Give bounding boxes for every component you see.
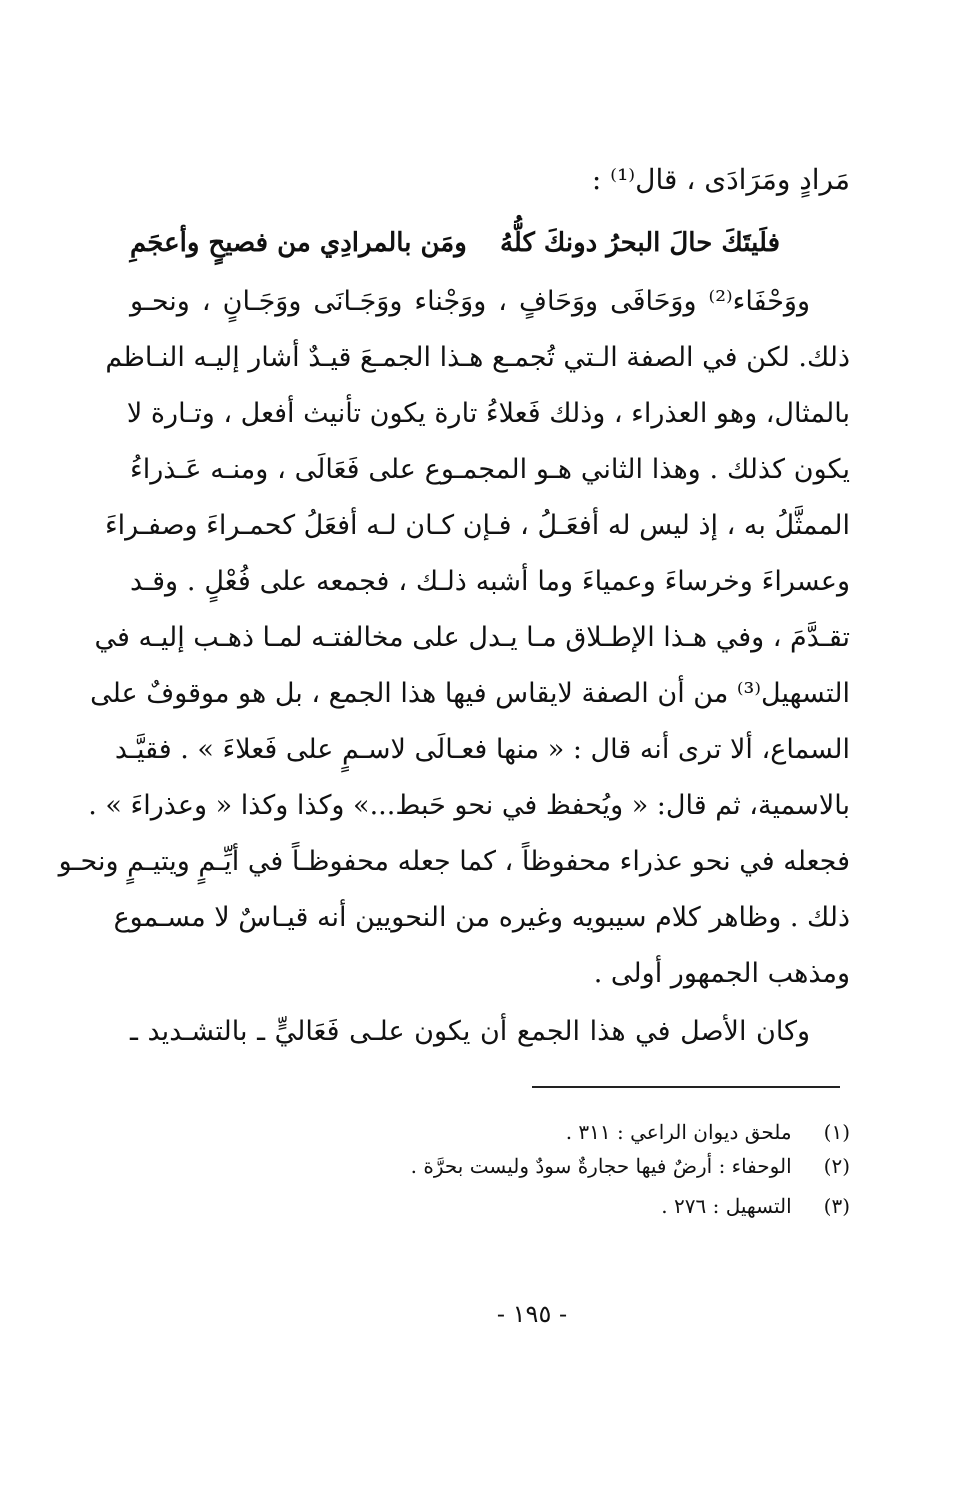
body-line: ومذهب الجمهور أولى . — [593, 958, 850, 989]
verse-second-hemistich: ومَن بالمرادِي من فصيحٍ وأعجَمِ — [130, 228, 467, 258]
footnote-number: (٣) — [823, 1194, 850, 1218]
footnote-number: (٢) — [823, 1154, 850, 1178]
body-line: بالمثال، وهو العذراء ، وذلك فَعلاءُ تارة يكون تأنيث أفعل ، وتـارة لا — [126, 398, 850, 429]
footnote-number: (١) — [823, 1120, 850, 1144]
poetry-verse — [130, 228, 850, 268]
footnote-separator — [532, 1086, 840, 1088]
footnote-text: ملحق ديوان الراعي : ٣١١ . — [565, 1120, 792, 1144]
body-line: بالاسمية، ثم قال: « ويُحفظ في نحو حَبط...» وكذا وكذا « وعذراءَ » . — [88, 790, 850, 821]
body-line: وعسراءَ وخرساءَ وعمياءَ وما أشبه ذلـك ، فجمعه على فُعْلٍ . وقـد — [130, 566, 850, 597]
body-line: الممثَّلُ به ، إذ ليس له أفعَـلُ ، فـإن كـان لـه أفعَلُ كحمـراءَ وصفـراءَ — [104, 510, 850, 541]
body-line: ووَحْفَاء⁽²⁾ ووَحَافَى ووَحَافٍ ، ووَجْناء ووَجَـانَى ووَجَـانٍ ، ونحـو — [130, 286, 810, 317]
body-line: السماع، ألا ترى أنه قال : « منها فعـالَى لاسـمٍ على فَعلاءَ » . فقيَّـد — [114, 734, 850, 765]
footnote — [130, 1192, 850, 1220]
page-number: - ١٩٥ - — [496, 1300, 568, 1328]
footnote — [130, 1118, 850, 1146]
body-line: التسهيل⁽³⁾ من أن الصفة لايقاس فيها هذا الجمع ، بل هو موقوفٌ على — [90, 678, 850, 709]
footnote — [130, 1152, 850, 1180]
verse-first-hemistich: فلَيتَكَ حالَ البحرُ دونكَ كلُّهُ — [499, 228, 780, 258]
footnote-text: التسهيل : ٢٧٦ . — [661, 1194, 792, 1218]
body-line: ذلك . وظاهر كلام سيبويه وغيره من النحويين أنه قيـاسٌ لا مسـموع — [113, 902, 850, 933]
footnote-text: الوحفاء : أرضٌ فيها حجارةٌ سودٌ وليست بحرَّة . — [410, 1154, 792, 1178]
body-line: يكون كذلك . وهذا الثاني هـو المجمـوع على فَعَالَى ، ومنـه عَـذراءُ — [130, 454, 850, 485]
body-line: ذلك. لكن في الصفة الـتي تُجمـع هـذا الجمـعَ قيـدٌ أشار إليـه النـاظم — [105, 342, 850, 373]
body-line: تقـدَّمَ ، وفي هـذا الإطـلاق مـا يـدل على مخالفتـه لمـا ذهـب إليـه في — [94, 622, 850, 653]
body-line: فجعله في نحو عذراء محفوظاً ، كما جعله محفوظـاً في أيِّـمٍ ويتيـمٍ ونحـو — [58, 846, 850, 877]
intro-line: مَرادٍ ومَرَادَى ، قال⁽¹⁾ : — [591, 163, 850, 196]
body-line: وكان الأصل في هذا الجمع أن يكون علـى فَعَاليٍّ ـ بالتشـديد ـ — [130, 1016, 810, 1047]
